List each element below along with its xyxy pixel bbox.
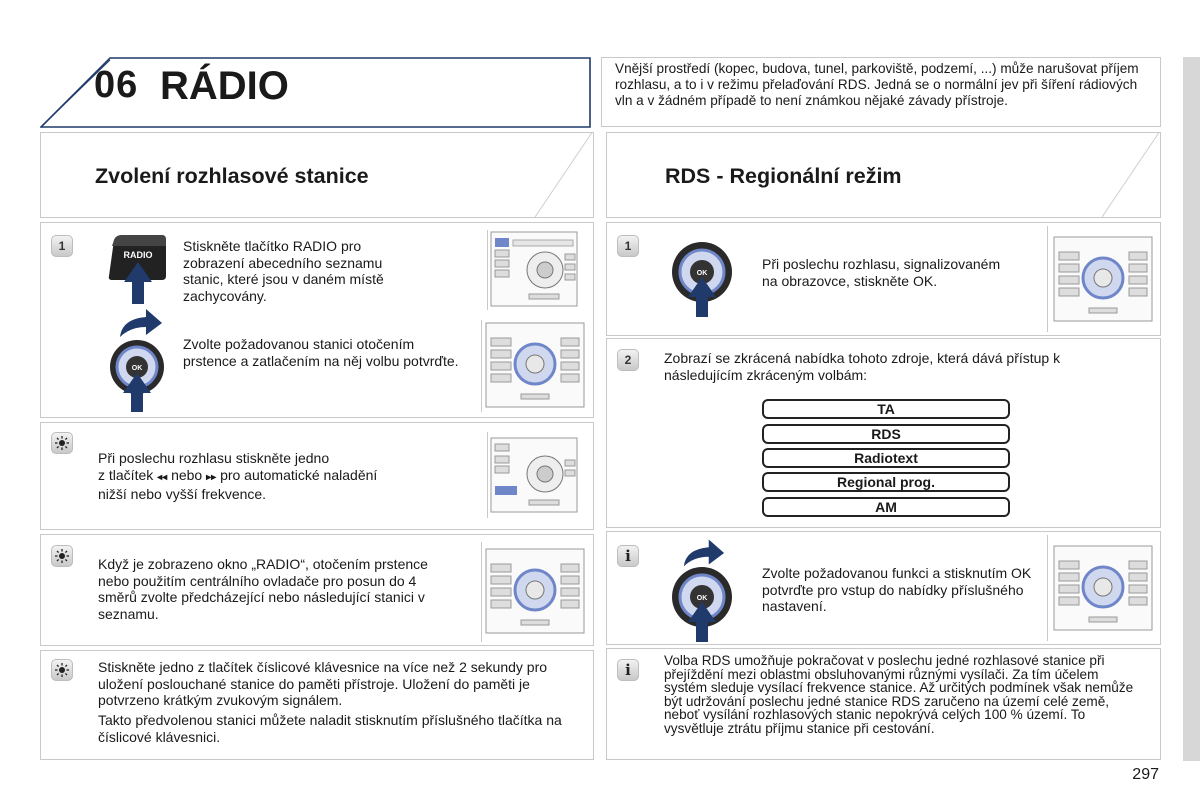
left-step1-text-a: Stiskněte tlačítko RADIO pro zobrazení abecedního seznamu stanic, které jsou v daném místě zachycovány. [183, 238, 384, 304]
right-step2-text: Zobrazí se zkrácená nabídka tohoto zdroje, která dává přístup k následujícím zkráceným volbám: [664, 350, 1061, 383]
tip1-line1: Při poslechu rozhlasu stiskněte jedno [98, 450, 330, 466]
radio-button-icon [106, 232, 168, 306]
right-step1-text: Při poslechu rozhlasu, signalizovaném na obrazovce, stiskněte OK. [762, 256, 1001, 289]
left-section-header [40, 132, 594, 218]
rotate-arrow-icon [116, 305, 164, 339]
left-section-title: Zvolení rozhlasové stanice [95, 164, 369, 188]
svg-text:OK: OK [696, 595, 708, 602]
rotary-knob-icon [106, 337, 168, 413]
chapter-number: 06 [94, 64, 139, 106]
header-corner-decoration [1090, 132, 1160, 217]
device-diagram-knob [1047, 535, 1159, 641]
ok-knob-icon [669, 566, 735, 642]
page-number: 297 [1132, 766, 1159, 783]
left-tip2-text: Když je zobrazeno okno „RADIO“, otočením prstence nebo použitím centrálního ovladače pro posun do 4 směrů zvolte předcházející nebo následující stanici v seznamu. [98, 556, 428, 622]
menu-item-rds[interactable]: RDS [762, 424, 1010, 444]
left-tip1-text [98, 450, 458, 503]
right-info2-text: Volba RDS umožňuje pokračovat v poslechu jedné rozhlasové stanice při přejíždění mezi oblastmi obsluhovanými různými vysílači. Za tím účelem systém sleduje vysílací frekvence stanice. Až určitých podmínek však nemůže být udržování poslechu jedné stanice RDS zaručeno na území celé země, neboť vysílání rozhlasových stanic nepokrývá celých 100 % území. To vysvětluje ztrátu příjmu stanice při cestování. [664, 653, 1134, 736]
forward-icon: ▸▸ [206, 471, 217, 483]
info-icon: i [617, 659, 639, 681]
left-tip3-text-b: Takto předvolenou stanici můžete naladit stisknutím příslušného tlačítka na číslicové klávesnici. [98, 712, 562, 745]
step-badge-2: 2 [617, 349, 639, 371]
step-badge-1: 1 [617, 235, 639, 257]
right-section-header [606, 132, 1161, 218]
tip-badge [51, 432, 73, 454]
chapter-title: RÁDIO [160, 64, 289, 108]
right-info1-text: Zvolte požadovanou funkci a stisknutím OK potvrďte pro vstup do nabídky příslušného nastavení. [762, 565, 1032, 614]
svg-text:OK: OK [696, 270, 708, 277]
left-tip3-text-a: Stiskněte jedno z tlačítek číslicové klávesnice na více než 2 sekundy pro uložení poslouchané stanice do paměti přístroje. Uložení do paměti je potvrzeno krátkým zvukovým signálem. [98, 659, 548, 708]
step-badge-1: 1 [51, 235, 73, 257]
tip1-or: nebo [171, 466, 203, 483]
right-section-title: RDS - Regionální režim [665, 164, 902, 188]
tip-badge [51, 545, 73, 567]
rewind-icon: ◂◂ [157, 471, 168, 483]
svg-text:RADIO: RADIO [123, 250, 153, 260]
device-diagram-knob [1047, 226, 1159, 332]
tip-badge [51, 659, 73, 681]
device-diagram-knob [481, 320, 585, 412]
tip1-line2-b: pro automatické naladění [220, 466, 378, 483]
tip-bulb-icon [55, 663, 69, 677]
info-icon: i [617, 545, 639, 567]
header-corner-decoration [523, 132, 593, 217]
device-diagram-radio-button [487, 230, 579, 310]
svg-text:OK: OK [131, 365, 143, 372]
rotate-arrow-icon [680, 535, 726, 569]
device-diagram-knob [481, 542, 585, 642]
tip1-line2-a: z tlačítek [98, 466, 154, 483]
menu-item-ta[interactable]: TA [762, 399, 1010, 419]
menu-item-radiotext[interactable]: Radiotext [762, 448, 1010, 468]
left-step1-text-b: Zvolte požadovanou stanici otočením prstence a zatlačením na něj volbu potvrďte. [183, 336, 459, 369]
intro-note: Vnější prostředí (kopec, budova, tunel, parkoviště, podzemí, ...) může narušovat příjem rozhlasu, a to i v režimu přelaďování RDS. Jedná se o normální jev při šíření rádiových vln a v žádném případě to není známkou nějaké závady přístroje. [601, 57, 1161, 127]
side-tab-bar [1183, 57, 1200, 761]
tip-bulb-icon [55, 549, 69, 563]
tip-bulb-icon [55, 436, 69, 450]
device-diagram-seek-buttons [487, 432, 579, 518]
ok-knob-icon [669, 241, 735, 317]
menu-item-am[interactable]: AM [762, 497, 1010, 517]
menu-item-regional-prog[interactable]: Regional prog. [762, 472, 1010, 492]
tip1-line3: nižší nebo vyšší frekvence. [98, 486, 267, 502]
